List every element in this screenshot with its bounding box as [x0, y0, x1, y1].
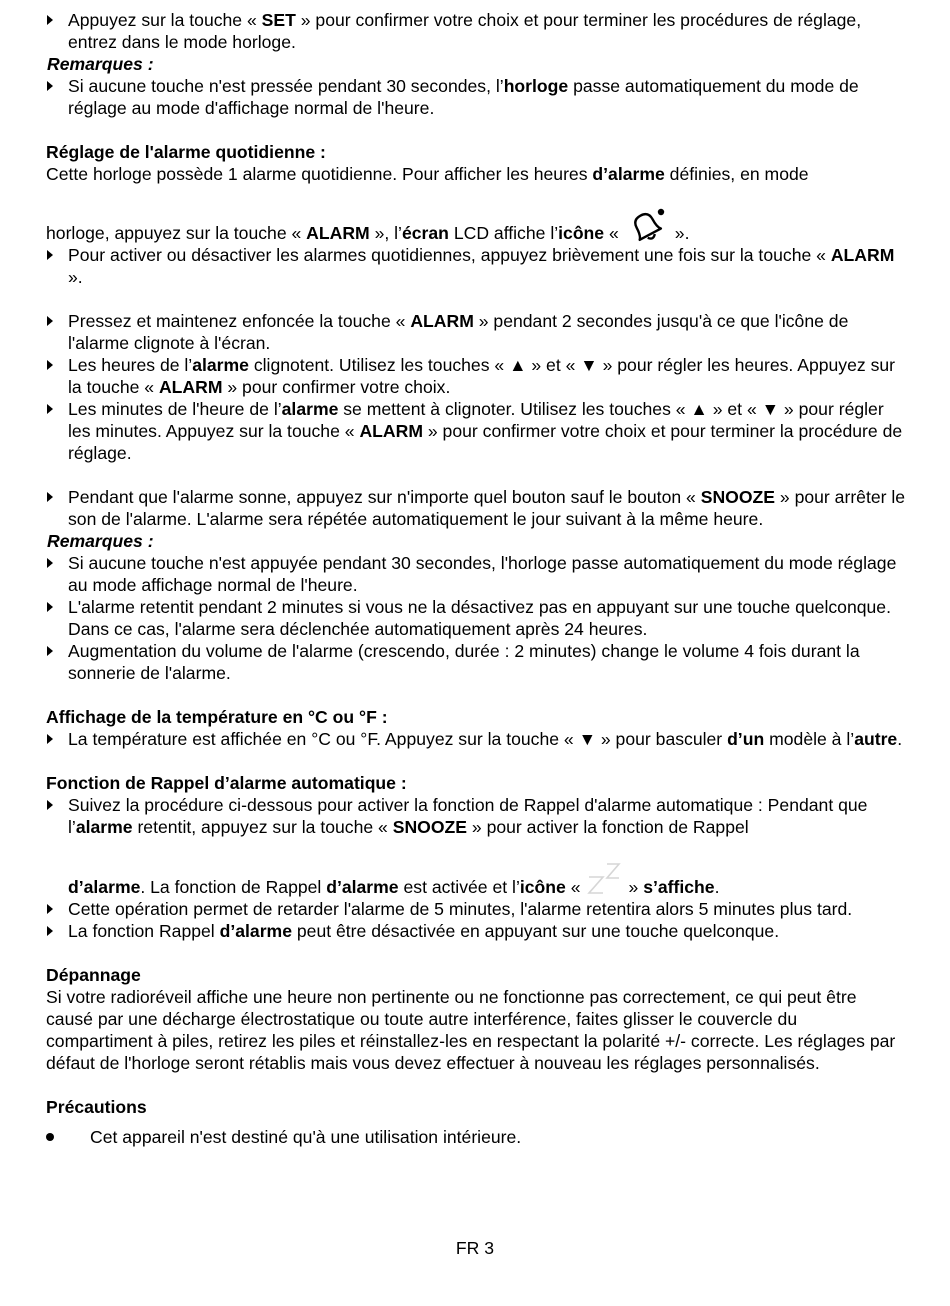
list-item: Pendant que l'alarme sonne, appuyez sur n'importe quel bouton sauf le bouton « SNOOZE » pour arrêter le son de l'alarme. L'alarme sera répétée automatiquement le jour suivant à la même heure. [46, 486, 906, 530]
list-item: L'alarme retentit pendant 2 minutes si vous ne la désactivez pas en appuyant sur une touche quelconque. Dans ce cas, l'alarme sera déclenchée automatiquement après 24 heures. [46, 596, 906, 640]
list-item: Les heures de l’alarme clignotent. Utilisez les touches « ▲ » et « ▼ » pour régler les heures. Appuyez sur la touche « ALARM » pour confirmer votre choix. [46, 354, 906, 398]
alarm-bell-icon [625, 208, 669, 244]
list-item: Suivez la procédure ci-dessous pour activer la fonction de Rappel d'alarme automatique : Pendant que l’alarme retentit, appuyez sur la touche « SNOOZE » pour activer la fonction de Rappel [46, 794, 906, 838]
snooze-icon-line: d’alarme. La fonction de Rappel d’alarme est activée et l’icône « » s’affiche. [46, 838, 906, 898]
list-item: La température est affichée en °C ou °F. Appuyez sur la touche « ▼ » pour basculer d’un modèle à l’autre. [46, 728, 906, 750]
troubleshooting-text: Si votre radioréveil affiche une heure non pertinente ou ne fonctionne pas correctement, ce qui peut être causé par une décharge électrostatique ou toute autre interférence, faites glisser le couvercle du compartiment à piles, retirez les piles et réinstallez-les en respectant la polarité +/- correcte. Les réglages par défaut de l'horloge seront rétablis mais vous devez effectuer à nouveau les réglages personnalisés. [46, 987, 896, 1073]
list-item: Les minutes de l'heure de l’alarme se mettent à clignoter. Utilisez les touches « ▲ » et « ▼ » pour régler les minutes. Appuyez sur la touche « ALARM » pour confirmer votre choix et pour terminer la procédure de réglage. [46, 398, 906, 464]
list-item: Augmentation du volume de l'alarme (crescendo, durée : 2 minutes) change le volume 4 fois durant la sonnerie de l'alarme. [46, 640, 906, 684]
section-title-temperature: Affichage de la température en °C ou °F : [46, 707, 388, 727]
list-item: Appuyez sur la touche « SET » pour confirmer votre choix et pour terminer les procédures de réglage, entrez dans le mode horloge. [46, 9, 906, 53]
list-item: Cette opération permet de retarder l'alarme de 5 minutes, l'alarme retentira alors 5 minutes plus tard. [46, 898, 906, 920]
section-title-alarm: Réglage de l'alarme quotidienne : [46, 142, 326, 162]
alarm-intro-text: Cette horloge possède 1 alarme quotidienne. Pour afficher les heures d’alarme définies, en mode [46, 164, 809, 184]
section-title-precautions: Précautions [46, 1097, 147, 1117]
list-item: Pour activer ou désactiver les alarmes quotidiennes, appuyez brièvement une fois sur la touche « ALARM ». [46, 244, 906, 288]
section-title-troubleshooting: Dépannage [46, 965, 141, 985]
remarks-heading: Remarques : [47, 531, 154, 551]
list-item: La fonction Rappel d’alarme peut être désactivée en appuyant sur une touche quelconque. [46, 920, 906, 942]
section-title-snooze: Fonction de Rappel d’alarme automatique : [46, 773, 407, 793]
list-item: Si aucune touche n'est pressée pendant 30 secondes, l’horloge passe automatiquement du mode de réglage au mode d'affichage normal de l'heure. [46, 75, 906, 119]
list-item: Cet appareil n'est destiné qu'à une utilisation intérieure. [46, 1126, 906, 1148]
alarm-intro-icon-line: horloge, appuyez sur la touche « ALARM », l’écran LCD affiche l’icône « ». [46, 185, 906, 244]
list-item: Pressez et maintenez enfoncée la touche « ALARM » pendant 2 secondes jusqu'à ce que l'icône de l'alarme clignote à l'écran. [46, 310, 906, 354]
snooze-zz-icon [585, 861, 625, 897]
document-page [46, 9, 906, 1148]
page-number: FR 3 [455, 1238, 495, 1258]
remarks-heading: Remarques : [47, 54, 154, 74]
list-item: Si aucune touche n'est appuyée pendant 30 secondes, l'horloge passe automatiquement du mode réglage au mode affichage normal de l'heure. [46, 552, 906, 596]
